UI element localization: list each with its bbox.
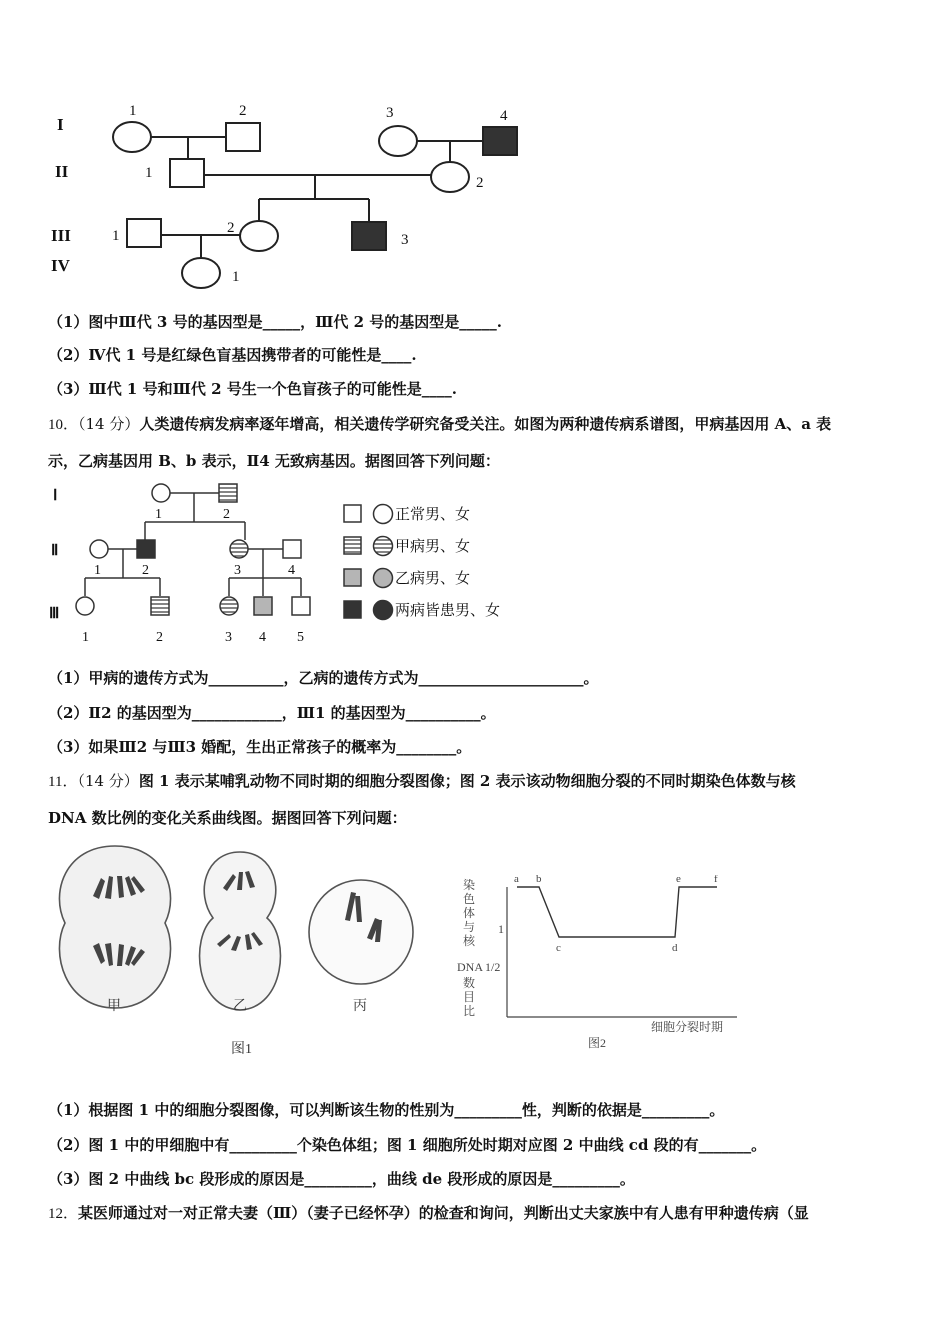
q11-sub1: （1）根据图 1 中的细胞分裂图像，可以判断该生物的性别为_________性，判断的依据是_________。 <box>48 1101 725 1119</box>
ped2-III-3 <box>220 597 238 615</box>
ped2-I-2 <box>219 484 237 502</box>
q11-sub3: （3）图 2 中曲线 bc 段形成的原因是_________，曲线 de 段形成的原因是_________。 <box>48 1170 635 1188</box>
ylabel-char-5: DNA <box>457 960 483 974</box>
cell-jia-outline <box>59 846 170 1008</box>
ped2-II-4 <box>283 540 301 558</box>
q10-number: 10． <box>48 417 79 433</box>
ped2-num-III-2: 2 <box>156 630 163 645</box>
I-3-female <box>379 126 417 156</box>
I-2-male <box>226 123 260 151</box>
label-III-1: 1 <box>112 228 120 244</box>
ylabel-char-1: 色 <box>463 892 476 906</box>
q11-number: 11． <box>48 774 78 790</box>
label-IV-1: 1 <box>232 269 240 285</box>
gen-label-II: II <box>55 162 69 181</box>
label-II-2: 2 <box>476 175 484 191</box>
point-label-b: b <box>536 875 542 885</box>
q12-stem-line1 <box>48 1203 809 1224</box>
ratio-curve-chart <box>455 875 755 1055</box>
label-I-2: 2 <box>239 103 247 119</box>
cell-label-jia: 甲 <box>107 999 121 1014</box>
point-label-d: d <box>672 942 678 954</box>
I-1-female <box>113 122 151 152</box>
q11-score: （14 分） <box>77 772 139 790</box>
ylabel-char-2: 体 <box>463 906 476 920</box>
ylabel-char-4: 核 <box>463 934 476 948</box>
ytick-1: 1 <box>498 922 504 936</box>
q10-stem-line2: 示，乙病基因用 B、b 表示，Ⅱ4 无致病基因。据图回答下列问题： <box>48 452 500 470</box>
pedigree-figure-1 <box>45 95 545 295</box>
q12-stem1: 某医师通过对一对正常夫妻（Ⅲ）（妻子已经怀孕）的检查和询问，判断出丈夫家族中有人患有甲种遗传病（显 <box>78 1204 809 1222</box>
q10-sub1: （1）甲病的遗传方式为__________，乙病的遗传方式为______________________。 <box>48 669 599 687</box>
III-2-female <box>240 221 278 251</box>
q11-sub2: （2）图 1 中的甲细胞中有_________个染色体组；图 1 细胞所处时期对应图 2 中曲线 cd 段的有_______。 <box>48 1136 767 1154</box>
point-label-f: f <box>714 875 718 885</box>
x-axis-label: 细胞分裂时期 <box>651 1020 724 1034</box>
label-III-2: 2 <box>227 220 235 236</box>
q11-stem1: 图 1 表示某哺乳动物不同时期的细胞分裂图像；图 2 表示该动物细胞分裂的不同时期染色体数与核 <box>138 772 796 790</box>
pedigree-figure-2 <box>45 478 545 648</box>
ylabel-char-8: 比 <box>463 1004 476 1018</box>
II-2-female <box>431 162 469 192</box>
legend-text-both: 两病皆患男、女 <box>395 603 501 619</box>
ped2-gen-II: Ⅱ <box>51 543 59 559</box>
gen-label-III: III <box>51 226 71 245</box>
ylabel-char-6: 数 <box>463 976 476 990</box>
q12-number: 12． <box>48 1206 79 1222</box>
q10-sub2: （2）Ⅱ2 的基因型为____________，Ⅲ1 的基因型为__________。 <box>48 704 496 722</box>
ped2-num-III-1: 1 <box>82 630 89 645</box>
cell-bing-outline <box>309 880 413 984</box>
ped2-num-II-1: 1 <box>94 563 101 578</box>
ylabel-char-0: 染 <box>463 878 476 892</box>
ped2-num-I-2: 2 <box>223 507 230 522</box>
II-1-male <box>170 159 204 187</box>
cell-label-bing: 丙 <box>353 999 367 1014</box>
q10-stem1: 人类遗传病发病率逐年增高，相关遗传学研究备受关注。如图为两种遗传病系谱图，甲病基因用 A、a 表 <box>139 415 832 433</box>
label-I-1: 1 <box>129 103 137 119</box>
gen-label-I: I <box>57 115 64 134</box>
ped2-III-2 <box>151 597 169 615</box>
legend-yi-female <box>374 569 393 588</box>
fig2-caption: 图2 <box>588 1036 607 1050</box>
cell-label-yi: 乙 <box>233 999 247 1014</box>
ped2-num-II-4: 4 <box>288 563 295 578</box>
legend-both-male <box>344 601 361 618</box>
legend-yi-male <box>344 569 361 586</box>
label-I-3: 3 <box>386 105 394 121</box>
ratio-series-line <box>517 887 717 937</box>
q11-stem-line2: DNA 数比例的变化关系曲线图。据图回答下列问题： <box>48 809 407 827</box>
ped2-III-1 <box>76 597 94 615</box>
q9-sub3: （3）Ⅲ代 1 号和Ⅲ代 2 号生一个色盲孩子的可能性是____. <box>48 380 457 398</box>
III-1-male <box>127 219 161 247</box>
gen-label-IV: IV <box>51 256 70 275</box>
ylabel-char-3: 与 <box>463 920 476 934</box>
ped2-II-3 <box>230 540 248 558</box>
label-II-1: 1 <box>145 165 153 181</box>
ped2-gen-III: Ⅲ <box>49 606 60 622</box>
point-label-c: c <box>556 942 561 954</box>
ped2-num-III-4: 4 <box>259 630 266 645</box>
q9-sub2: （2）Ⅳ代 1 号是红绿色盲基因携带者的可能性是____. <box>48 346 417 364</box>
ped2-num-III-3: 3 <box>225 630 232 645</box>
ped2-num-II-3: 3 <box>234 563 241 578</box>
ped2-num-III-5: 5 <box>297 630 304 645</box>
ped2-num-I-1: 1 <box>155 507 162 522</box>
III-3-male-affected <box>352 222 386 250</box>
q10-score: （14 分） <box>78 415 140 433</box>
ped2-I-1 <box>152 484 170 502</box>
IV-1-female <box>182 258 220 288</box>
legend-text-jia: 甲病男、女 <box>395 539 471 555</box>
q11-stem-line1 <box>48 771 796 792</box>
legend-text-yi: 乙病男、女 <box>395 571 471 587</box>
ped2-II-1 <box>90 540 108 558</box>
ped2-num-II-2: 2 <box>142 563 149 578</box>
ylabel-char-7: 目 <box>463 990 476 1004</box>
ped2-III-4 <box>254 597 272 615</box>
point-label-a: a <box>514 875 519 885</box>
legend-normal-female <box>374 505 393 524</box>
q9-sub1: （1）图中Ⅲ代 3 号的基因型是_____，Ⅲ代 2 号的基因型是_____. <box>48 313 502 331</box>
label-III-3: 3 <box>401 232 409 248</box>
legend-text-normal: 正常男、女 <box>395 507 471 523</box>
ped2-II-2 <box>137 540 155 558</box>
legend-jia-male <box>344 537 361 554</box>
legend-normal-male <box>344 505 361 522</box>
point-label-e: e <box>676 875 681 885</box>
ped2-gen-I: Ⅰ <box>53 488 58 504</box>
q10-stem-line1 <box>48 414 831 435</box>
label-I-4: 4 <box>500 108 508 124</box>
I-4-male-affected <box>483 127 517 155</box>
fig1-caption: 图1 <box>231 1042 252 1057</box>
q10-sub3: （3）如果Ⅲ2 与Ⅲ3 婚配，生出正常孩子的概率为________。 <box>48 738 472 756</box>
legend-jia-female <box>374 537 393 556</box>
ped2-III-5 <box>292 597 310 615</box>
ytick-half: 1/2 <box>485 960 501 974</box>
legend-both-female <box>374 601 393 620</box>
cell-division-figure <box>45 838 445 1063</box>
